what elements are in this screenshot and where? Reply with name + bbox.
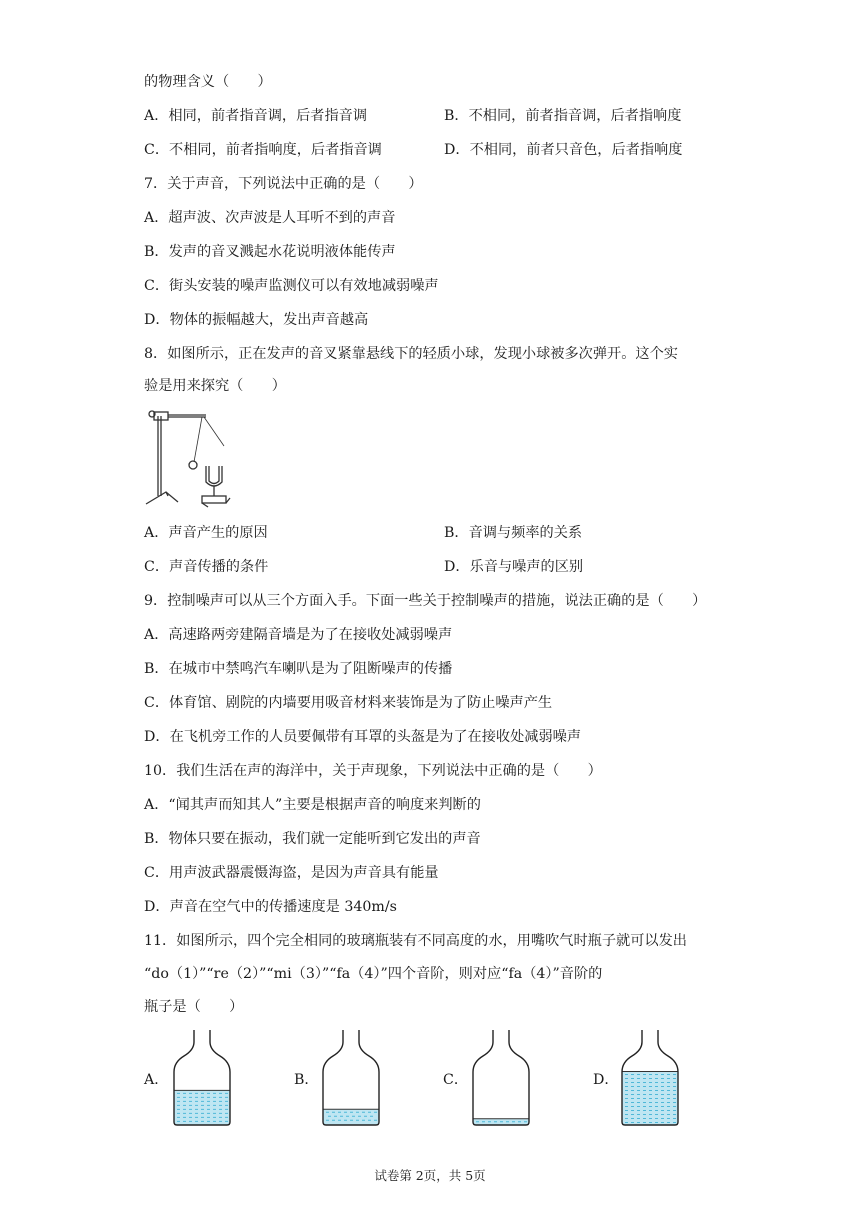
q11-label-a: A． [144,1072,169,1088]
q11-label-b: B． [294,1072,319,1088]
q6-option-d: D．不相同，前者只音色，后者指响度 [444,142,683,158]
q6-option-b: B．不相同，前者指音调，后者指响度 [444,108,682,124]
q11-label-c: C． [443,1072,469,1088]
bottle-a [170,1028,234,1128]
bottle-b [319,1028,383,1128]
q9-option-a: A．高速路两旁建隔音墙是为了在接收处减弱噪声 [144,627,453,643]
q11-stem-line1: 11．如图所示，四个完全相同的玻璃瓶装有不同高度的水，用嘴吹气时瓶子就可以发出 [144,933,687,949]
water-fill [174,1090,230,1125]
q7-option-a: A．超声波、次声波是人耳听不到的声音 [144,210,396,226]
page-footer: 试卷第 2页，共 5页 [374,1168,486,1183]
q9-option-d: D．在飞机旁工作的人员要佩带有耳罩的头盔是为了在接收处减弱噪声 [144,729,582,745]
q10-stem: 10．我们生活在声的海洋中，关于声现象，下列说法中正确的是（ ） [144,763,602,779]
q7-option-d: D．物体的振幅越大，发出声音越高 [144,312,369,328]
bottle-c [469,1028,533,1128]
q6-option-a: A．相同，前者指音调，后者指音调 [144,108,368,124]
q7-stem: 7．关于声音，下列说法中正确的是（ ） [144,176,423,192]
q9-option-b: B．在城市中禁鸣汽车喇叭是为了阻断噪声的传播 [144,661,453,677]
q11-label-d: D． [593,1072,619,1088]
q8-stem-line1: 8．如图所示，正在发声的音叉紧靠悬线下的轻质小球，发现小球被多次弹开。这个实 [144,346,678,362]
bottle-outline [473,1030,529,1125]
q8-stem-line2: 验是用来探究（ ） [144,378,286,394]
q11-stem-line2: “do（1）”“re（2）”“mi（3）”“fa（4）”四个音阶，则对应“fa（4）”音阶的 [144,966,603,982]
q10-option-b: B．物体只要在振动，我们就一定能听到它发出的声音 [144,831,481,847]
tuning-fork-pendulum-figure [142,406,242,510]
q6-stem-tail: 的物理含义（ ） [144,74,272,90]
q8-option-c: C．声音传播的条件 [144,559,269,575]
q10-option-d: D．声音在空气中的传播速度是 340m/s [144,899,397,915]
q11-stem-line3: 瓶子是（ ） [144,999,244,1015]
q8-option-b: B．音调与频率的关系 [444,525,583,541]
q9-stem: 9．控制噪声可以从三个方面入手。下面一些关于控制噪声的措施，说法正确的是（ ） [144,593,707,609]
q7-option-c: C．街头安装的噪声监测仪可以有效地减弱噪声 [144,278,439,294]
q9-option-c: C．体育馆、剧院的内墙要用吸音材料来装饰是为了防止噪声产生 [144,695,553,711]
q10-option-a: A．“闻其声而知其人”主要是根据声音的响度来判断的 [144,797,481,813]
bottle-d [618,1028,682,1128]
q8-option-d: D．乐音与噪声的区别 [444,559,584,575]
q6-option-c: C．不相同，前者指响度，后者指音调 [144,142,382,158]
q7-option-b: B．发声的音叉溅起水花说明液体能传声 [144,244,396,260]
q8-option-a: A．声音产生的原因 [144,525,268,541]
water-fill [323,1109,379,1125]
q10-option-c: C．用声波武器震慑海盗，是因为声音具有能量 [144,865,439,881]
